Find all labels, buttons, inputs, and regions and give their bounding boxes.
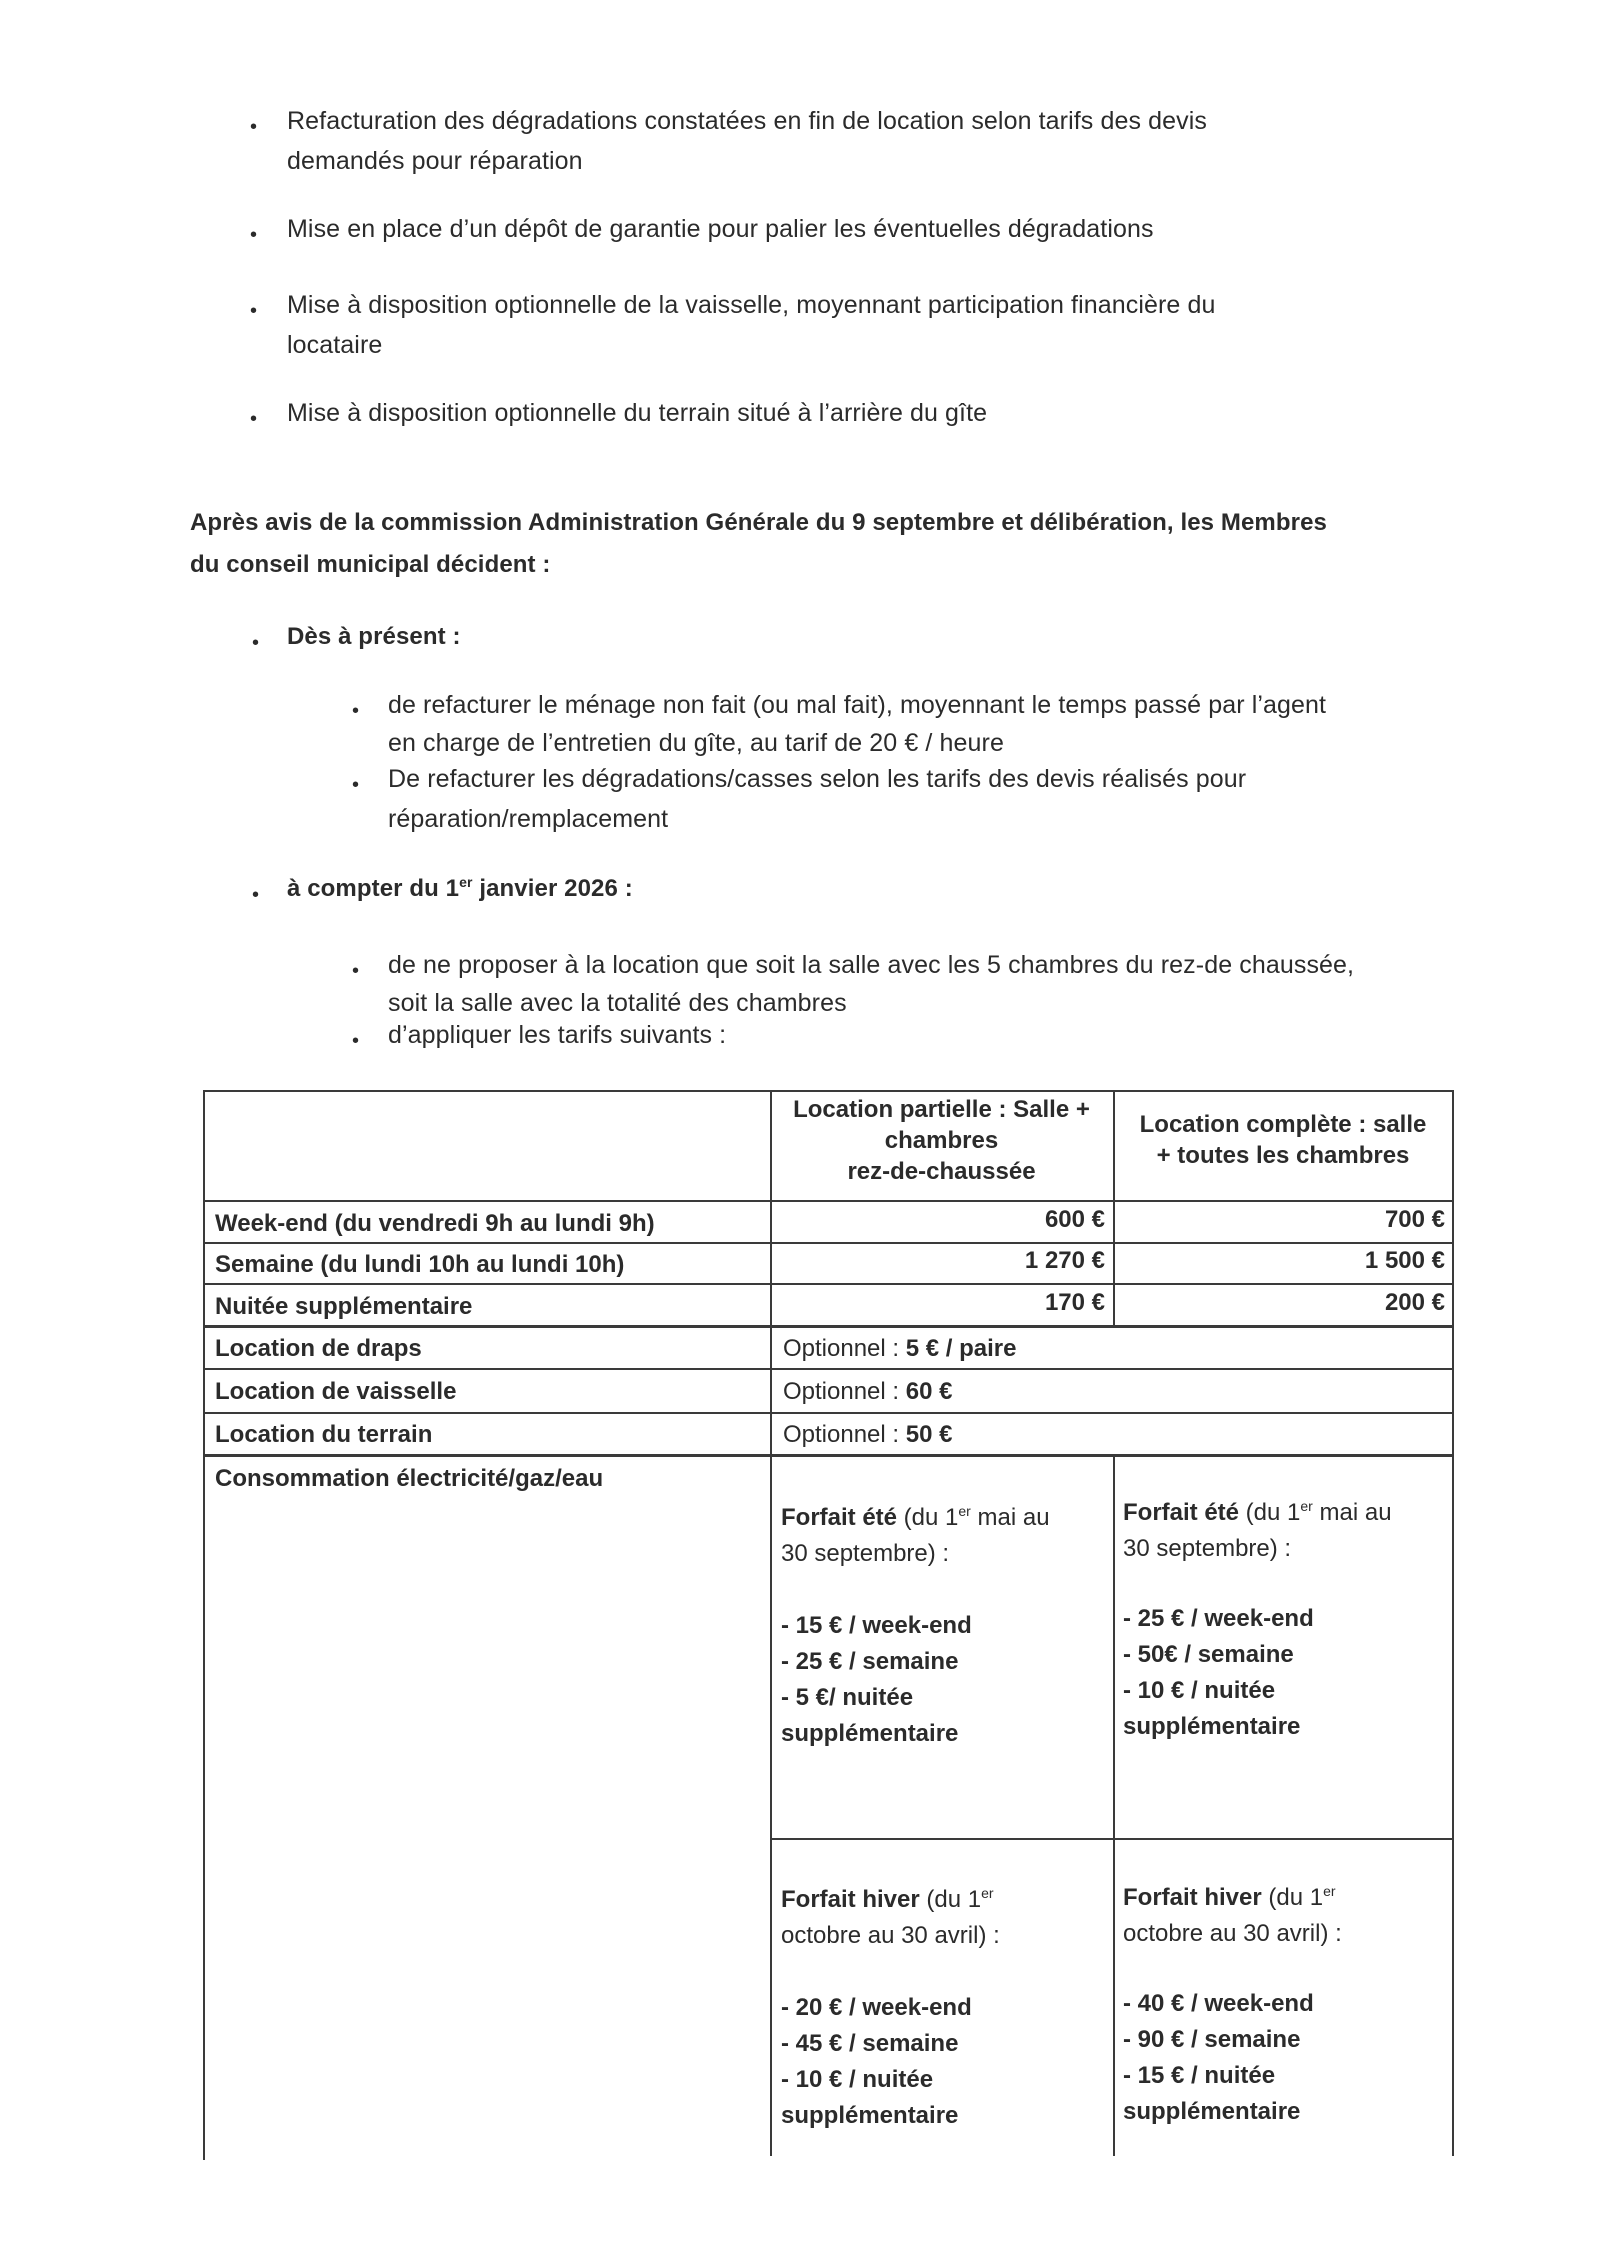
- row-weekend-partielle: 600 €: [1044, 1206, 1105, 1233]
- forfait-line: - 10 € / nuitée: [781, 2066, 934, 2093]
- table-line: [203, 1454, 1453, 1457]
- forfait-ete-partielle: [781, 1500, 1111, 1752]
- forfait-line: supplémentaire: [1123, 2098, 1301, 2125]
- table-line: [770, 1838, 1453, 1840]
- forfait-ete-title-line2: 30 septembre) :: [781, 1540, 950, 1567]
- intro-bullet-2: Mise en place d’un dépôt de garantie pour palier les éventuelles dégradations: [287, 215, 1154, 243]
- row-vaisselle-label: Location de vaisselle: [215, 1378, 457, 1405]
- header-line: chambres: [884, 1127, 999, 1154]
- intro-bullet-1-line2: demandés pour réparation: [287, 147, 583, 175]
- bullet-icon: •: [252, 884, 260, 906]
- forfait-line: - 10 € / nuitée: [1123, 1677, 1276, 1704]
- decision-line2: du conseil municipal décident :: [190, 551, 551, 578]
- a-compter-heading-sup: er: [459, 874, 473, 890]
- row-weekend-label: Week-end (du vendredi 9h au lundi 9h): [215, 1210, 655, 1237]
- header-line: Location complète : salle: [1139, 1111, 1427, 1138]
- forfait-title-rest: mai au: [970, 1504, 1050, 1531]
- header-line: + toutes les chambres: [1156, 1142, 1410, 1169]
- forfait-title-sup: er: [1300, 1498, 1313, 1514]
- header-location-complete: [1113, 1109, 1453, 1171]
- table-line: [203, 1242, 1453, 1244]
- forfait-title-bold: Forfait hiver: [781, 1886, 920, 1913]
- des-a-present-item-2-line1: De refacturer les dégradations/casses selon les tarifs des devis réalisés pour: [388, 765, 1247, 793]
- forfait-title-sup: er: [958, 1503, 971, 1519]
- bullet-icon: •: [352, 700, 360, 722]
- des-a-present-item-1-line2: en charge de l’entretien du gîte, au tarif de 20 € / heure: [388, 729, 1004, 757]
- forfait-line: - 5 €/ nuitée: [781, 1684, 914, 1711]
- option-prefix: Optionnel :: [783, 1335, 906, 1362]
- forfait-title-rest: (du 1: [1239, 1499, 1301, 1526]
- option-value: 5 € / paire: [905, 1335, 1017, 1362]
- row-vaisselle-value: [783, 1376, 952, 1407]
- row-consommation-label: Consommation électricité/gaz/eau: [215, 1465, 604, 1492]
- bullet-icon: •: [352, 960, 360, 982]
- forfait-line: - 50€ / semaine: [1123, 1641, 1294, 1668]
- row-terrain-label: Location du terrain: [215, 1421, 433, 1448]
- table-line: [203, 1412, 1453, 1414]
- forfait-hiver-title: [1123, 1880, 1451, 1916]
- a-compter-item-2: d’appliquer les tarifs suivants :: [388, 1021, 727, 1049]
- forfait-title-bold: Forfait hiver: [1123, 1884, 1262, 1911]
- a-compter-heading-pre: à compter du 1: [287, 875, 460, 902]
- forfait-line: - 20 € / week-end: [781, 1994, 972, 2021]
- a-compter-heading: [287, 870, 633, 908]
- intro-bullet-3-line2: locataire: [287, 331, 383, 359]
- row-semaine-partielle: 1 270 €: [1024, 1247, 1105, 1274]
- row-nuitee-partielle: 170 €: [1044, 1289, 1105, 1316]
- a-compter-item-1-line2: soit la salle avec la totalité des chambres: [388, 989, 847, 1017]
- table-border-top: [203, 1090, 1453, 1092]
- table-line: [203, 1200, 1453, 1202]
- header-location-partielle: [770, 1094, 1113, 1187]
- row-nuitee-complete: 200 €: [1384, 1289, 1445, 1316]
- bullet-icon: •: [250, 224, 258, 246]
- forfait-title-sup: er: [981, 1885, 994, 1901]
- row-semaine-complete: 1 500 €: [1364, 1247, 1445, 1274]
- des-a-present-heading: Dès à présent :: [287, 623, 461, 650]
- forfait-hiver-title-line2: octobre au 30 avril) :: [1123, 1920, 1342, 1947]
- forfait-line: - 25 € / week-end: [1123, 1605, 1314, 1632]
- forfait-line: - 40 € / week-end: [1123, 1990, 1314, 2017]
- option-prefix: Optionnel :: [783, 1378, 906, 1405]
- des-a-present-item-2-line2: réparation/remplacement: [388, 805, 669, 833]
- forfait-title-rest: (du 1: [919, 1886, 982, 1913]
- bullet-icon: •: [250, 116, 258, 138]
- bullet-icon: •: [352, 774, 360, 796]
- forfait-hiver-title: [781, 1882, 1111, 1918]
- header-line: Location partielle : Salle +: [793, 1096, 1090, 1123]
- bullet-icon: •: [252, 632, 260, 654]
- option-prefix: Optionnel :: [783, 1421, 906, 1448]
- bullet-icon: •: [250, 300, 258, 322]
- row-semaine-label: Semaine (du lundi 10h au lundi 10h): [215, 1251, 625, 1278]
- forfait-title-bold: Forfait été: [1123, 1499, 1240, 1526]
- forfait-line: supplémentaire: [781, 1720, 959, 1747]
- forfait-title-rest: (du 1: [897, 1504, 959, 1531]
- forfait-title-rest: mai au: [1312, 1499, 1392, 1526]
- intro-bullet-3-line1: Mise à disposition optionnelle de la vaisselle, moyennant participation financière du: [287, 291, 1216, 319]
- forfait-line: - 15 € / nuitée: [1123, 2062, 1276, 2089]
- des-a-present-item-1-line1: de refacturer le ménage non fait (ou mal fait), moyennant le temps passé par l’agent: [388, 691, 1327, 719]
- forfait-ete-complete: [1123, 1495, 1451, 1745]
- forfait-line: supplémentaire: [781, 2102, 959, 2129]
- row-draps-label: Location de draps: [215, 1335, 422, 1362]
- table-col-divider: [1113, 1454, 1115, 2156]
- forfait-line: - 90 € / semaine: [1123, 2026, 1301, 2053]
- forfait-title-rest: (du 1: [1261, 1884, 1324, 1911]
- row-weekend-complete: 700 €: [1384, 1206, 1445, 1233]
- option-value: 50 €: [905, 1421, 953, 1448]
- forfait-ete-title: [781, 1500, 1111, 1536]
- forfait-line: - 25 € / semaine: [781, 1648, 959, 1675]
- row-nuitee-label: Nuitée supplémentaire: [215, 1293, 473, 1320]
- forfait-line: - 45 € / semaine: [781, 2030, 959, 2057]
- table-line: [203, 1283, 1453, 1285]
- bullet-icon: •: [352, 1030, 360, 1052]
- forfait-hiver-partielle: [781, 1882, 1111, 2134]
- header-line: rez-de-chaussée: [847, 1158, 1036, 1185]
- table-line: [203, 1368, 1453, 1370]
- table-border-left: [203, 1090, 205, 2160]
- forfait-line: supplémentaire: [1123, 1713, 1301, 1740]
- forfait-title-bold: Forfait été: [781, 1504, 898, 1531]
- forfait-hiver-title-line2: octobre au 30 avril) :: [781, 1922, 1000, 1949]
- option-value: 60 €: [905, 1378, 953, 1405]
- forfait-hiver-complete: [1123, 1880, 1451, 2130]
- a-compter-heading-post: janvier 2026 :: [472, 875, 633, 902]
- row-draps-value: [783, 1333, 1016, 1364]
- forfait-title-sup: er: [1323, 1883, 1336, 1899]
- bullet-icon: •: [250, 408, 258, 430]
- a-compter-item-1-line1: de ne proposer à la location que soit la salle avec les 5 chambres du rez-de chaussée,: [388, 951, 1355, 979]
- forfait-ete-title-line2: 30 septembre) :: [1123, 1535, 1292, 1562]
- table-line: [203, 1325, 1453, 1328]
- intro-bullet-1-line1: Refacturation des dégradations constatées en fin de location selon tarifs des devis: [287, 107, 1207, 135]
- forfait-ete-title: [1123, 1495, 1451, 1531]
- intro-bullet-4: Mise à disposition optionnelle du terrain situé à l’arrière du gîte: [287, 399, 988, 427]
- decision-line1: Après avis de la commission Administration Générale du 9 septembre et délibération, les Membres: [190, 509, 1327, 536]
- forfait-line: - 15 € / week-end: [781, 1612, 972, 1639]
- row-terrain-value: [783, 1419, 952, 1450]
